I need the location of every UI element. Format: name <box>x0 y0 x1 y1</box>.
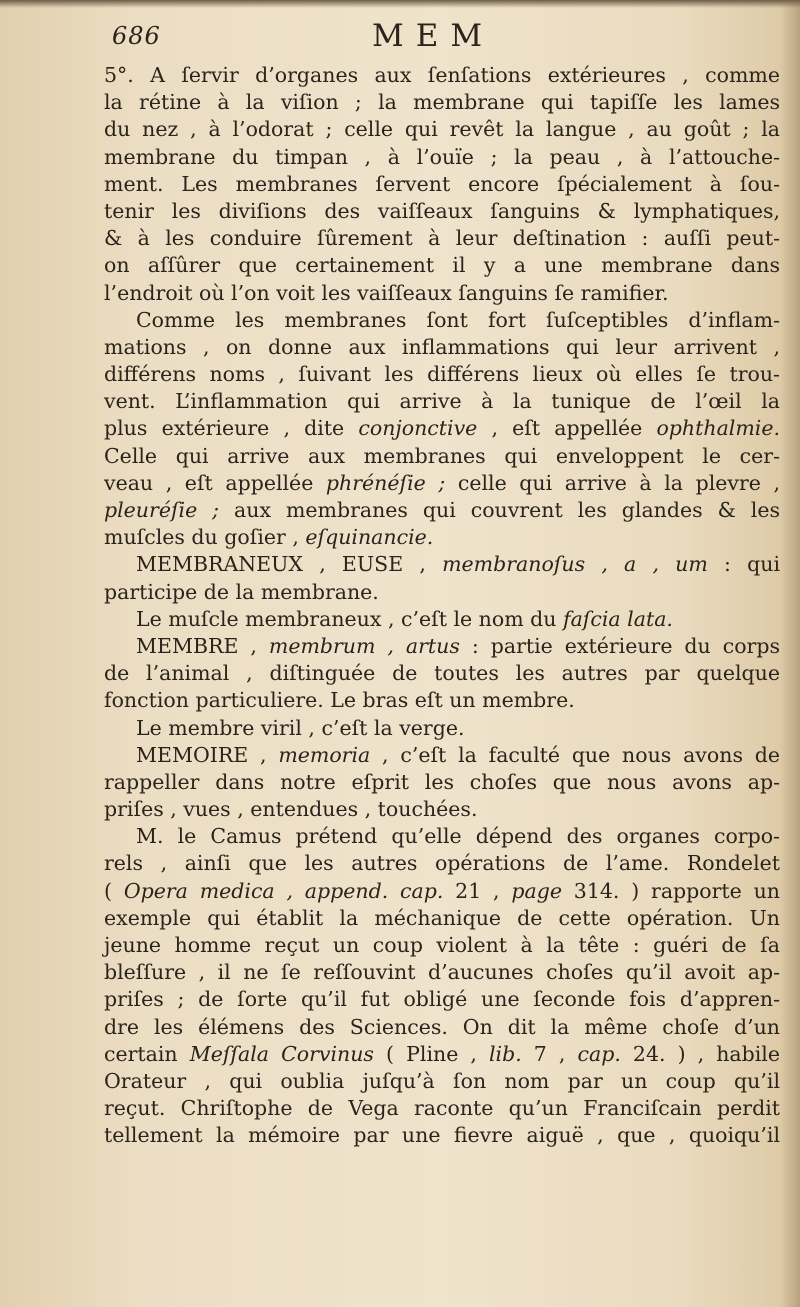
text-run: du nez , à l’odorat ; celle qui revêt la langue , au goût ; la <box>104 117 780 142</box>
text-line <box>104 687 780 714</box>
text-run: 24. ) , habile <box>620 1041 781 1066</box>
text-line <box>104 551 780 578</box>
text-run: reçut. Chriſtophe de Vega raconte qu’un Franciſcain perdit <box>104 1096 780 1121</box>
text-run: 314. ) rapporte un <box>561 878 781 903</box>
text-run: priſes , vues , entendues , touchées. <box>104 797 478 822</box>
page-edge-shadow <box>780 0 800 1307</box>
text-line <box>104 1068 780 1095</box>
text-line <box>104 116 780 143</box>
text-line <box>104 633 780 660</box>
text-run: aux membranes qui couvrent les glandes & les <box>219 498 780 522</box>
text-line <box>104 959 780 986</box>
text-line <box>104 62 780 89</box>
text-run: 21 , <box>443 878 512 903</box>
italic-text: membranoſus , a , um <box>442 552 708 577</box>
text-line <box>104 388 780 415</box>
italic-text: membrum , artus <box>268 633 460 658</box>
text-run: vent. L’inflammation qui arrive à la tunique de l’œil la <box>104 389 780 414</box>
text-run: tellement la mémoire par une fievre aiguë , que , quoiqu’il <box>104 1123 780 1148</box>
text-run: MEMOIRE , <box>136 742 279 767</box>
italic-text: pleuréſie ; <box>104 498 220 522</box>
text-line <box>104 986 780 1013</box>
text-run: M. le Camus prétend qu’elle dépend des organes corpo- <box>136 824 780 849</box>
text-run: veau , eſt appellée <box>104 470 326 495</box>
text-line <box>104 280 780 307</box>
italic-text: faſcia lata. <box>563 606 673 631</box>
italic-text: eſquinancie. <box>305 525 434 550</box>
text-line <box>104 606 780 633</box>
text-run: priſes ; de ſorte qu’il fut obligé une ſeconde fois d’appren- <box>104 987 780 1012</box>
text-line <box>104 524 780 551</box>
text-line <box>104 198 780 225</box>
text-line <box>104 497 780 524</box>
text-run: tenir les diviſions des vaiſſeaux ſanguins & lymphatiques, <box>104 198 780 223</box>
text-run: ( <box>104 878 124 903</box>
text-run: : partie extérieure du corps <box>459 633 780 658</box>
italic-text: Meſſala Corvinus <box>189 1041 374 1066</box>
text-line <box>104 415 780 442</box>
text-run: Le muſcle membraneux , c’eſt le nom du <box>136 606 563 631</box>
text-run: on aſſûrer que certainement il y a une membrane dans <box>104 253 780 278</box>
text-run: bleſſure , il ne ſe reſſouvint d’aucunes choſes qu’il avoit ap- <box>104 960 780 985</box>
text-run: différens noms , ſuivant les différens lieux où elles ſe trou- <box>104 362 780 387</box>
text-line <box>104 252 780 279</box>
text-run: ( Pline , <box>373 1041 489 1066</box>
page-number: 686 <box>112 22 161 50</box>
text-line <box>104 878 780 905</box>
italic-text: lib. <box>488 1041 522 1066</box>
text-run: fonction particuliere. Le bras eſt un membre. <box>104 688 575 713</box>
text-run: Comme les membranes ſont fort ſuſceptibles d’inflam- <box>136 307 780 332</box>
italic-text: phrénéſie ; <box>325 470 446 495</box>
text-line <box>104 470 780 497</box>
running-head <box>112 18 772 58</box>
italic-text: page <box>511 878 562 903</box>
body-text <box>104 62 780 1150</box>
text-line <box>104 932 780 959</box>
text-line <box>104 823 780 850</box>
text-run: jeune homme reçut un coup violent à la tête : guéri de ſa <box>104 933 780 957</box>
text-run: mations , on donne aux inflammations qui leur arrivent , <box>104 334 780 359</box>
running-title: MEM <box>372 18 495 54</box>
text-run: participe de la membrane. <box>104 579 379 604</box>
text-run: : qui <box>707 552 780 577</box>
text-line <box>104 89 780 116</box>
text-line <box>104 144 780 171</box>
text-line <box>104 1041 780 1068</box>
italic-text: conjonctive <box>358 416 478 441</box>
italic-text: cap. <box>577 1041 621 1066</box>
text-run: exemple qui établit la méchanique de cette opération. Un <box>104 905 780 930</box>
text-run: 7 , <box>521 1041 578 1066</box>
text-line <box>104 850 780 877</box>
text-line <box>104 225 780 252</box>
italic-text: Opera medica , append. cap. <box>123 878 444 903</box>
text-run: Celle qui arrive aux membranes qui enveloppent le cer- <box>104 443 780 468</box>
text-run: & à les conduire ſûrement à leur deſtination : auſſi peut- <box>104 226 780 251</box>
text-run: celle qui arrive à la plevre , <box>445 470 780 495</box>
text-line <box>104 361 780 388</box>
text-line <box>104 796 780 823</box>
text-run: muſcles du goſier , <box>104 525 306 550</box>
text-line <box>104 1014 780 1041</box>
text-run: la rétine à la viſion ; la membrane qui tapiſſe les lames <box>104 90 780 115</box>
text-line <box>104 769 780 796</box>
text-run: rels , ainſi que les autres opérations de l’ame. Rondelet <box>104 851 780 876</box>
text-line <box>104 307 780 334</box>
text-run: 5°. A ſervir d’organes aux ſenſations extérieures , comme <box>104 63 780 87</box>
text-run: ment. Les membranes ſervent encore ſpécialement à ſou- <box>104 171 780 196</box>
text-run: plus extérieure , dite <box>104 416 359 441</box>
text-run: , eſt appellée <box>477 416 657 441</box>
text-line <box>104 1122 780 1149</box>
text-run: de l’animal , diſtinguée de toutes les autres par quelque <box>104 661 780 686</box>
text-line <box>104 742 780 769</box>
text-line <box>104 171 780 198</box>
text-run: membrane du timpan , à l’ouïe ; la peau , à l’attouche- <box>104 144 780 169</box>
text-run: MEMBRE , <box>136 633 269 658</box>
text-run: , c’eſt la faculté que nous avons de <box>370 742 780 767</box>
text-line <box>104 715 780 742</box>
text-line <box>104 1095 780 1122</box>
italic-text: ophthalmie. <box>656 416 780 441</box>
text-line <box>104 905 780 932</box>
text-run: dre les élémens des Sciences. On dit la même choſe d’un <box>104 1014 780 1039</box>
text-run: certain <box>104 1041 190 1066</box>
text-line <box>104 443 780 470</box>
text-line <box>104 660 780 687</box>
text-line <box>104 334 780 361</box>
text-run: Orateur , qui oublia juſqu’à ſon nom par un coup qu’il <box>104 1068 780 1093</box>
italic-text: memoria <box>278 742 371 767</box>
text-run: Le membre viril , c’eſt la verge. <box>136 715 465 740</box>
text-line <box>104 579 780 606</box>
text-run: rappeller dans notre eſprit les choſes que nous avons ap- <box>104 769 780 794</box>
text-run: MEMBRANEUX , EUSE , <box>136 552 443 577</box>
top-shadow <box>0 0 800 8</box>
text-run: l’endroit où l’on voit les vaiſſeaux ſanguins ſe ramifier. <box>104 280 669 305</box>
